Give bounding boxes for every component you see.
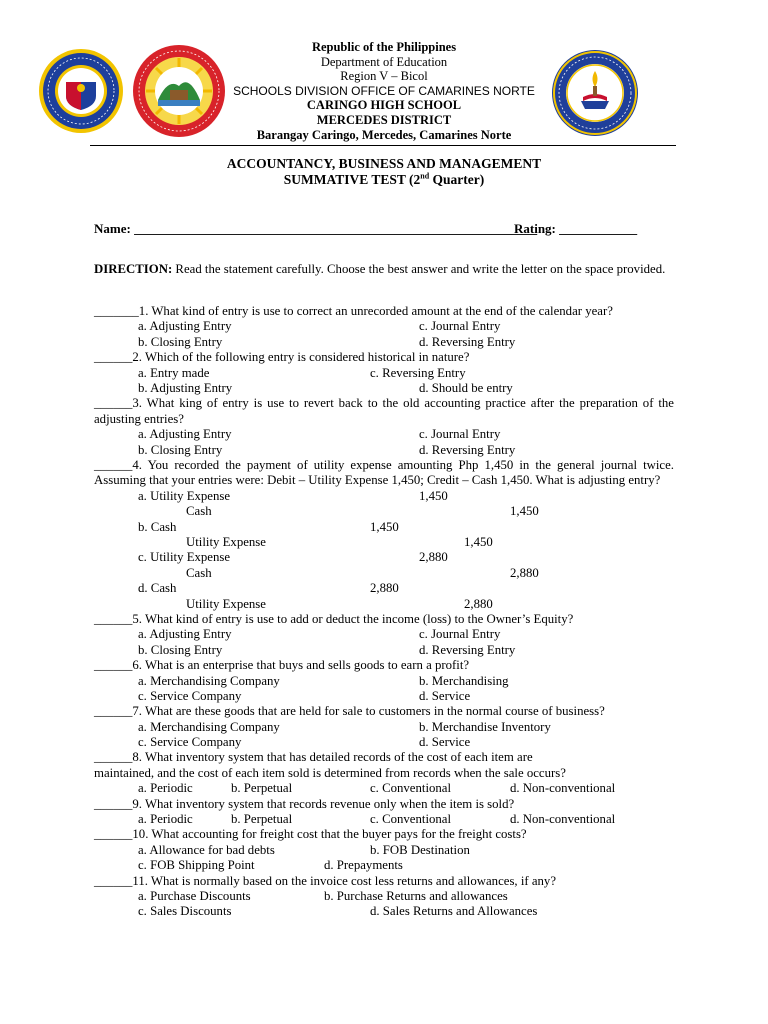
subject-title: ACCOUNTANCY, BUSINESS AND MANAGEMENT <box>226 156 542 171</box>
question-9: ______9. What inventory system that records revenue only when the item is sold? <box>94 796 515 811</box>
choice-11c: c. Sales Discounts <box>138 904 232 919</box>
ordinal-suffix: nd <box>420 171 430 180</box>
question-list <box>94 304 674 920</box>
choice-11a: a. Purchase Discounts <box>138 889 251 904</box>
test-type-title <box>0 172 768 188</box>
choice-9a: a. Periodic <box>138 812 193 827</box>
direction-text: Read the statement carefully. Choose the best answer and write the letter on the space provided. <box>172 262 666 276</box>
header-divider <box>90 145 676 146</box>
choice-2b: b. Adjusting Entry <box>138 380 233 395</box>
choice-3c: c. Journal Entry <box>419 427 501 442</box>
header-department: Department of Education <box>320 54 448 69</box>
question-3: ______3. What king of entry is use to revert back to the old accounting practice after the preparation of the adjusting entries? <box>94 396 674 426</box>
choice-6d: d. Service <box>419 688 471 703</box>
header-school-name: CARINGO HIGH SCHOOL <box>306 98 462 113</box>
amount-4a-debit: 1,450 <box>419 488 448 503</box>
choice-4a-credit: Cash <box>186 504 212 519</box>
choice-4b-debit: b. Cash <box>138 519 177 534</box>
letterhead <box>0 40 768 142</box>
choice-10b: b. FOB Destination <box>370 842 470 857</box>
header-republic: Republic of the Philippines <box>311 40 457 54</box>
direction-label: DIRECTION: <box>94 262 173 276</box>
choice-4d-credit: Utility Expense <box>186 596 266 611</box>
choice-9d: d. Non-conventional <box>510 812 616 827</box>
choice-2c: c. Reversing Entry <box>370 365 466 380</box>
choice-5b: b. Closing Entry <box>138 642 223 657</box>
header-district: MERCEDES DISTRICT <box>316 112 452 127</box>
choice-9b: b. Perpetual <box>231 812 293 827</box>
choice-10c: c. FOB Shipping Point <box>138 858 255 873</box>
choice-8b: b. Perpetual <box>231 781 293 796</box>
choice-7a: a. Merchandising Company <box>138 719 280 734</box>
choice-4c-credit: Cash <box>186 565 212 580</box>
choice-8d: d. Non-conventional <box>510 781 616 796</box>
choice-6a: a. Merchandising Company <box>138 673 280 688</box>
choice-5d: d. Reversing Entry <box>419 642 516 657</box>
choice-8c: c. Conventional <box>370 781 452 796</box>
choice-3d: d. Reversing Entry <box>419 442 516 457</box>
question-6: ______6. What is an enterprise that buys and sells goods to earn a profit? <box>94 658 470 673</box>
choice-1c: c. Journal Entry <box>419 319 501 334</box>
amount-4d-debit: 2,880 <box>370 581 399 596</box>
header-division-office: SCHOOLS DIVISION OFFICE OF CAMARINES NORTE <box>233 83 535 98</box>
test-type-text: SUMMATIVE TEST (2 <box>283 171 421 187</box>
choice-4d-debit: d. Cash <box>138 581 177 596</box>
rating-field[interactable]: Rating: ____________ <box>514 221 638 236</box>
choice-7b: b. Merchandise Inventory <box>419 719 551 734</box>
choice-2a: a. Entry made <box>138 365 210 380</box>
choice-6c: c. Service Company <box>138 688 242 703</box>
test-title <box>0 156 768 187</box>
choice-4b-credit: Utility Expense <box>186 534 266 549</box>
question-1: _______1. What kind of entry is use to correct an unrecorded amount at the end of the calendar year? <box>94 304 613 318</box>
choice-11b: b. Purchase Returns and allowances <box>324 889 508 904</box>
header-region: Region V – Bicol <box>340 69 428 84</box>
choice-7d: d. Service <box>419 735 471 750</box>
question-5: ______5. What kind of entry is use to add or deduct the income (loss) to the Owner’s Equity? <box>94 611 574 626</box>
question-4: ______4. You recorded the payment of utility expense amounting Php 1,450 in the general journal twice. Assuming that your entries were: Debit – Utility Expense 1,450; Credit – Cash 1,450. What is adjusting entry? <box>94 457 674 488</box>
name-rating-row <box>94 221 664 237</box>
choice-10d: d. Prepayments <box>324 858 403 873</box>
amount-4b-credit: 1,450 <box>464 534 493 549</box>
question-2: ______2. Which of the following entry is considered historical in nature? <box>94 350 470 365</box>
choice-3b: b. Closing Entry <box>138 442 223 457</box>
choice-3a: a. Adjusting Entry <box>138 427 232 442</box>
choice-5c: c. Journal Entry <box>419 627 501 642</box>
choice-7c: c. Service Company <box>138 735 242 750</box>
choice-11d: d. Sales Returns and Allowances <box>370 904 538 919</box>
header-address: Barangay Caringo, Mercedes, Camarines Norte <box>256 127 512 142</box>
choice-4c-debit: c. Utility Expense <box>138 550 231 565</box>
quarter-text: Quarter) <box>429 171 485 187</box>
amount-4b-debit: 1,450 <box>370 519 399 534</box>
choice-1b: b. Closing Entry <box>138 334 223 349</box>
choice-9c: c. Conventional <box>370 812 452 827</box>
choice-6b: b. Merchandising <box>419 673 509 688</box>
amount-4c-debit: 2,880 <box>419 550 448 565</box>
question-8: ______8. What inventory system that has detailed records of the cost of each item are maintained, and the cost of each item sold is determined from records when the sale occurs? <box>94 750 566 780</box>
question-7: ______7. What are these goods that are held for sale to customers in the normal course of business? <box>94 704 605 719</box>
choice-4a-debit: a. Utility Expense <box>138 488 231 503</box>
amount-4a-credit: 1,450 <box>510 504 539 519</box>
choice-10a: a. Allowance for bad debts <box>138 842 275 857</box>
direction <box>94 262 674 278</box>
choice-8a: a. Periodic <box>138 781 193 796</box>
amount-4c-credit: 2,880 <box>510 565 539 580</box>
choice-1a: a. Adjusting Entry <box>138 319 232 334</box>
amount-4d-credit: 2,880 <box>464 596 493 611</box>
question-10: ______10. What accounting for freight cost that the buyer pays for the freight costs? <box>94 827 527 842</box>
choice-2d: d. Should be entry <box>419 380 513 395</box>
question-11: ______11. What is normally based on the invoice cost less returns and allowances, if any? <box>94 873 556 888</box>
choice-1d: d. Reversing Entry <box>419 334 516 349</box>
choice-5a: a. Adjusting Entry <box>138 627 232 642</box>
name-field[interactable]: Name: ______________________________________________________________ <box>94 221 538 236</box>
